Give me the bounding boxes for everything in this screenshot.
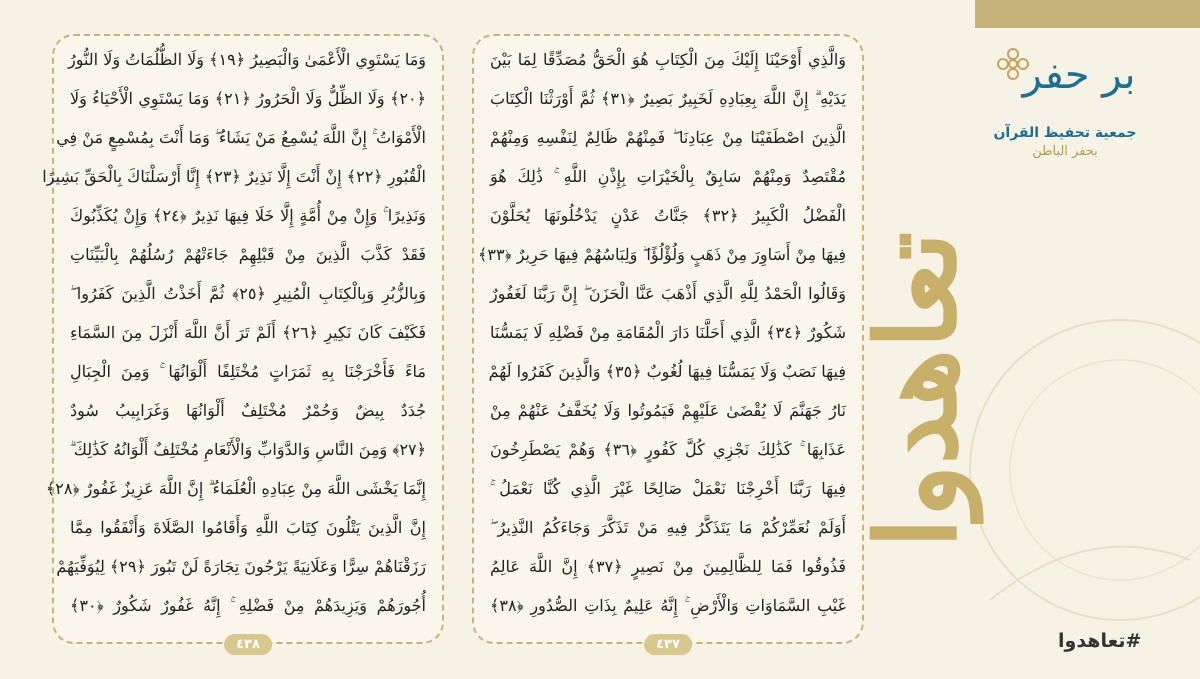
page-text xyxy=(42,46,426,620)
text-line: الْأَمْوَاتُ ۚ إِنَّ اللَّهَ يُسْمِعُ مَنْ يَشَاءُ ۖ وَمَا أَنْتَ بِمُسْمِعٍ مَنْ فِي xyxy=(56,128,426,147)
text-line: فَكَيْفَ كَانَ نَكِيرِ ﴿٢٦﴾ أَلَمْ تَرَ أَنَّ اللَّهَ أَنْزَلَ مِنَ السَّمَاءِ xyxy=(70,323,426,342)
text-line: وَقَالُوا الْحَمْدُ لِلَّهِ الَّذِي أَذْهَبَ عَنَّا الْحَزَنَ ۖ إِنَّ رَبَّنَا لَغَفُورٌ xyxy=(490,284,846,303)
text-line: فِيهَا مِنْ أَسَاوِرَ مِنْ ذَهَبٍ وَلُؤْلُؤًا ۖ وَلِبَاسُهُمْ فِيهَا حَرِيرٌ ﴿٣٣﴾ xyxy=(477,245,846,264)
logo xyxy=(985,40,1145,160)
org-location: بحفر الباطن xyxy=(1032,144,1098,159)
quran-page-438 xyxy=(42,34,444,652)
calligraphy-text: تعاهدوا xyxy=(852,231,981,549)
text-line: وَالَّذِي أَوْحَيْنَا إِلَيْكَ مِنَ الْكِتَابِ هُوَ الْحَقُّ مُصَدِّقًا لِمَا بَيْنَ xyxy=(490,50,846,69)
text-line: فَذُوقُوا فَمَا لِلظَّالِمِينَ مِنْ نَصِيرٍ ﴿٣٧﴾ إِنَّ اللَّهَ عَالِمُ xyxy=(490,557,847,576)
text-line: وَنَذِيرًا ۚ وَإِنْ مِنْ أُمَّةٍ إِلَّا خَلَا فِيهَا نَذِيرٌ ﴿٢٤﴾ وَإِنْ يُكَذِّبُوكَ xyxy=(70,206,426,225)
text-line: غَيْبِ السَّمَاوَاتِ وَالْأَرْضِ ۚ إِنَّهُ عَلِيمٌ بِذَاتِ الصُّدُورِ ﴿٣٨﴾ xyxy=(490,596,846,615)
header-accent-bar xyxy=(975,0,1200,28)
hashtag: #تعاهدوا xyxy=(1058,630,1142,652)
text-line: فِيهَا نَصَبٌ وَلَا يَمَسُّنَا فِيهَا لُغُوبٌ ﴿٣٥﴾ وَالَّذِينَ كَفَرُوا لَهُمْ xyxy=(488,362,846,381)
text-line: ﴿٢٧﴾ وَمِنَ النَّاسِ وَالدَّوَابِّ وَالْأَنْعَامِ مُخْتَلِفٌ أَلْوَانُهُ كَذَٰلِكَ ۗ xyxy=(69,440,426,459)
calligraphy-title xyxy=(852,170,1175,610)
text-line: يَدَيْهِ ۗ إِنَّ اللَّهَ بِعِبَادِهِ لَخَبِيرٌ بَصِيرٌ ﴿٣١﴾ ثُمَّ أَوْرَثْنَا الْكِتَابَ xyxy=(490,89,846,108)
page-text xyxy=(477,46,847,620)
text-line: الْقُبُورِ ﴿٢٢﴾ إِنْ أَنْتَ إِلَّا نَذِيرٌ ﴿٢٣﴾ إِنَّا أَرْسَلْنَاكَ بِالْحَقِّ بَشِيرًا xyxy=(42,167,426,186)
text-line: إِنَّمَا يَخْشَى اللَّهَ مِنْ عِبَادِهِ الْعُلَمَاءُ ۗ إِنَّ اللَّهَ عَزِيزٌ غَفُورٌ ﴿٢٨﴾ xyxy=(45,479,426,498)
text-line: عَذَابِهَا ۚ كَذَٰلِكَ نَجْزِي كُلَّ كَفُورٍ ﴿٣٦﴾ وَهُمْ يَصْطَرِخُونَ xyxy=(490,440,847,459)
text-line: وَمَا يَسْتَوِي الْأَعْمَىٰ وَالْبَصِيرُ ﴿١٩﴾ وَلَا الظُّلُمَاتُ وَلَا النُّورُ xyxy=(67,50,426,69)
text-line: إِنَّ الَّذِينَ يَتْلُونَ كِتَابَ اللَّهِ وَأَقَامُوا الصَّلَاةَ وَأَنْفَقُوا مِمَّا xyxy=(70,518,426,537)
page-number-badge: ٤٣٧ xyxy=(644,634,692,655)
text-line: الَّذِينَ اصْطَفَيْنَا مِنْ عِبَادِنَا ۖ فَمِنْهُمْ ظَالِمٌ لِنَفْسِهِ وَمِنْهُمْ xyxy=(490,128,846,147)
text-line: أَوَلَمْ نُعَمِّرْكُمْ مَا يَتَذَكَّرُ فِيهِ مَنْ تَذَكَّرَ وَجَاءَكُمُ النَّذِيرُ ۖ xyxy=(490,518,846,537)
text-line: رَزَقْنَاهُمْ سِرًّا وَعَلَانِيَةً يَرْجُونَ تِجَارَةً لَنْ تَبُورَ ﴿٢٩﴾ لِيُوَفِّيَهُمْ xyxy=(56,557,426,576)
text-line: نَارُ جَهَنَّمَ لَا يُقْضَىٰ عَلَيْهِمْ فَيَمُوتُوا وَلَا يُخَفَّفُ عَنْهُمْ مِنْ xyxy=(490,401,846,420)
quran-page-437 xyxy=(472,34,864,652)
text-line: جُدَدٌ بِيضٌ وَحُمْرٌ مُخْتَلِفٌ أَلْوَانُهَا وَغَرَابِيبُ سُودٌ xyxy=(70,401,426,420)
text-line: مَاءً فَأَخْرَجْنَا بِهِ ثَمَرَاتٍ مُخْتَلِفًا أَلْوَانُهَا ۚ وَمِنَ الْجِبَالِ xyxy=(70,362,426,381)
text-line: شَكُورٌ ﴿٣٤﴾ الَّذِي أَحَلَّنَا دَارَ الْمُقَامَةِ مِنْ فَضْلِهِ لَا يَمَسُّنَا xyxy=(490,323,846,342)
text-line: الْفَضْلُ الْكَبِيرُ ﴿٣٢﴾ جَنَّاتُ عَدْنٍ يَدْخُلُونَهَا يُحَلَّوْنَ xyxy=(490,206,847,225)
logo-mark: بر حفر xyxy=(1022,52,1136,98)
text-line: فَقَدْ كَذَّبَ الَّذِينَ مِنْ قَبْلِهِمْ جَاءَتْهُمْ رُسُلُهُمْ بِالْبَيِّنَاتِ xyxy=(70,245,426,264)
text-line: مُقْتَصِدٌ وَمِنْهُمْ سَابِقٌ بِالْخَيْرَاتِ بِإِذْنِ اللَّهِ ۚ ذَٰلِكَ هُوَ xyxy=(490,167,846,186)
page-number-badge: ٤٣٨ xyxy=(224,634,272,655)
org-name: جمعية تحفيظ القرآن xyxy=(993,125,1137,141)
text-line: ﴿٢٠﴾ وَلَا الظِّلُّ وَلَا الْحَرُورُ ﴿٢١﴾ وَمَا يَسْتَوِي الْأَحْيَاءُ وَلَا xyxy=(70,89,426,108)
text-line: فِيهَا رَبَّنَا أَخْرِجْنَا نَعْمَلْ صَالِحًا غَيْرَ الَّذِي كُنَّا نَعْمَلُ ۚ xyxy=(490,479,846,498)
text-line: وَبِالزُّبُرِ وَبِالْكِتَابِ الْمُنِيرِ ﴿٢٥﴾ ثُمَّ أَخَذْتُ الَّذِينَ كَفَرُوا ۖ xyxy=(70,284,426,303)
text-line: أُجُورَهُمْ وَيَزِيدَهُمْ مِنْ فَضْلِهِ ۚ إِنَّهُ غَفُورٌ شَكُورٌ ﴿٣٠﴾ xyxy=(70,596,426,615)
